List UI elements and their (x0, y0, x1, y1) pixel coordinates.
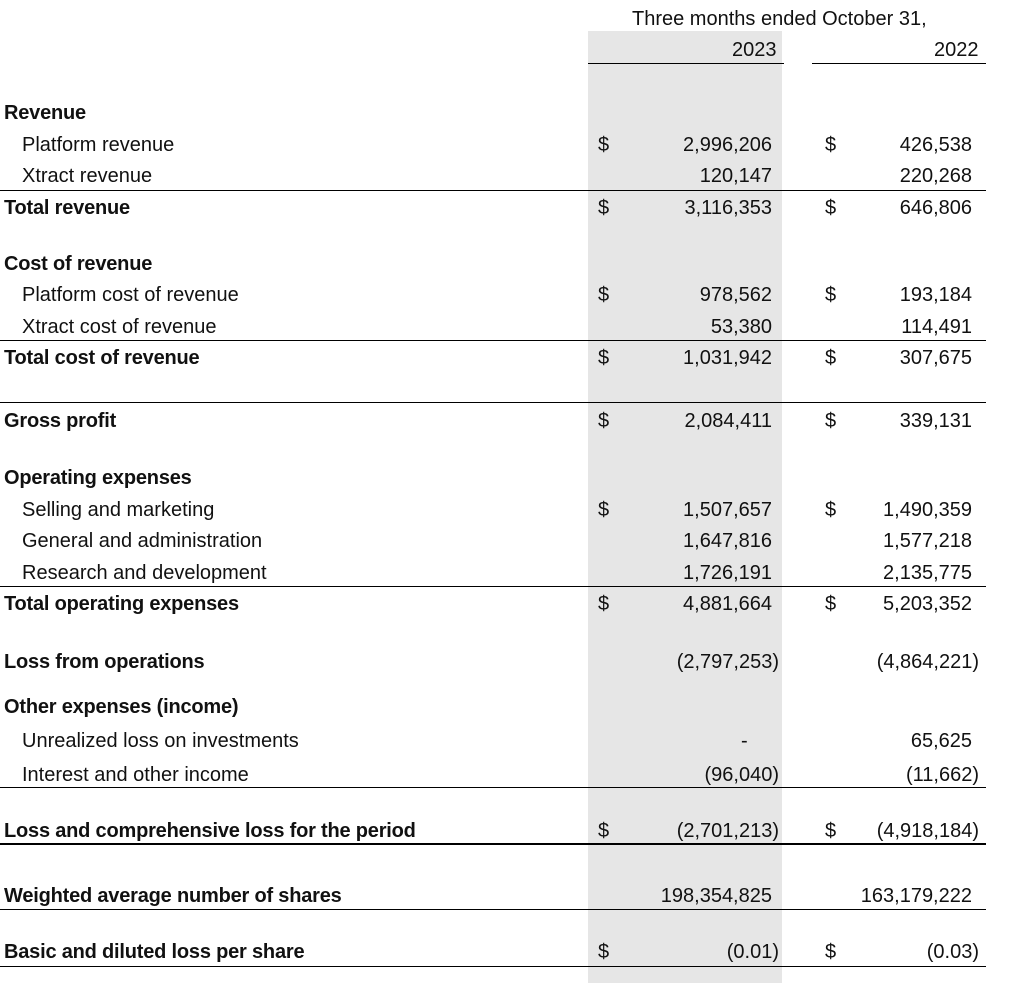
value-2023-loss-from-operations: (2,797,253) (676, 651, 779, 673)
value-2022-interest: (11,662) (905, 764, 979, 786)
section-cost-of-revenue: Cost of revenue (4, 253, 153, 275)
row-label-weighted-shares: Weighted average number of shares (4, 885, 342, 907)
value-2022-total-opex: 5,203,352 (883, 593, 972, 615)
value-2023-general: 1,647,816 (683, 530, 772, 552)
currency-sign: $ (825, 499, 837, 521)
currency-sign: $ (825, 941, 837, 963)
value-2022-platform-cost: 193,184 (899, 284, 972, 306)
currency-sign: $ (825, 593, 837, 615)
row-label-selling: Selling and marketing (22, 499, 215, 521)
currency-sign: $ (598, 820, 610, 842)
row-label-platform-cost: Platform cost of revenue (22, 284, 239, 306)
value-2023-selling: 1,507,657 (683, 499, 772, 521)
value-2023-gross-profit: 2,084,411 (684, 410, 772, 432)
value-2022-platform-revenue: 426,538 (899, 134, 972, 156)
value-2022-selling: 1,490,359 (883, 499, 972, 521)
value-2023-loss-per-share: (0.01) (726, 941, 779, 963)
rule-shares (0, 909, 986, 910)
value-2023-net-loss: (2,701,213) (676, 820, 779, 842)
row-label-unrealized-loss: Unrealized loss on investments (22, 730, 299, 752)
value-2022-net-loss: (4,918,184) (876, 820, 979, 842)
row-label-loss-per-share: Basic and diluted loss per share (4, 941, 305, 963)
value-2022-research: 2,135,775 (883, 562, 972, 584)
currency-sign: $ (598, 347, 610, 369)
row-label-research: Research and development (22, 562, 267, 584)
year-2023-header: 2023 (732, 39, 777, 61)
row-label-net-loss: Loss and comprehensive loss for the period (4, 820, 416, 842)
value-2022-weighted-shares: 163,179,222 (860, 885, 972, 907)
double-rule-net-loss (0, 843, 986, 845)
value-2022-gross-profit: 339,131 (899, 410, 972, 432)
currency-sign: $ (598, 941, 610, 963)
row-label-total-revenue: Total revenue (4, 197, 130, 219)
rule-net-loss (0, 787, 986, 788)
currency-sign: $ (825, 820, 837, 842)
value-2023-platform-revenue: 2,996,206 (683, 134, 772, 156)
value-2022-xtract-cost: 114,491 (901, 316, 972, 338)
currency-sign: $ (825, 410, 837, 432)
currency-sign: $ (825, 134, 837, 156)
row-label-total-cost: Total cost of revenue (4, 347, 200, 369)
currency-sign: $ (598, 284, 610, 306)
rule-total-revenue (0, 190, 986, 191)
rule-total-opex (0, 586, 986, 587)
row-label-xtract-cost: Xtract cost of revenue (22, 316, 217, 338)
row-label-loss-from-operations: Loss from operations (4, 651, 205, 673)
row-label-general: General and administration (22, 530, 263, 552)
value-2023-xtract-revenue: 120,147 (699, 165, 772, 187)
rule-total-cost (0, 340, 986, 341)
value-2023-platform-cost: 978,562 (699, 284, 772, 306)
row-label-total-opex: Total operating expenses (4, 593, 239, 615)
value-2023-research: 1,726,191 (683, 562, 772, 584)
value-2023-weighted-shares: 198,354,825 (660, 885, 772, 907)
currency-sign: $ (825, 284, 837, 306)
rule-loss-per-share (0, 966, 986, 967)
year-2022-header: 2022 (934, 39, 979, 61)
value-2023-total-revenue: 3,116,353 (684, 197, 772, 219)
currency-sign: $ (598, 134, 610, 156)
value-2023-interest: (96,040) (704, 764, 779, 786)
value-2023-total-opex: 4,881,664 (683, 593, 772, 615)
currency-sign: $ (598, 593, 610, 615)
section-revenue: Revenue (4, 102, 86, 124)
value-2023-total-cost: 1,031,942 (683, 347, 772, 369)
rule-gross-profit (0, 402, 986, 403)
row-label-gross-profit: Gross profit (4, 410, 117, 432)
value-2022-total-cost: 307,675 (899, 347, 972, 369)
section-operating-expenses: Operating expenses (4, 467, 192, 489)
value-2022-loss-per-share: (0.03) (926, 941, 979, 963)
value-2022-xtract-revenue: 220,268 (899, 165, 972, 187)
row-label-platform-revenue: Platform revenue (22, 134, 175, 156)
value-2022-unrealized-loss: 65,625 (910, 730, 972, 752)
value-2022-loss-from-operations: (4,864,221) (876, 651, 979, 673)
value-2022-general: 1,577,218 (883, 530, 972, 552)
value-2023-xtract-cost: 53,380 (710, 316, 772, 338)
currency-sign: $ (825, 347, 837, 369)
currency-sign: $ (598, 197, 610, 219)
period-title: Three months ended October 31, (632, 8, 927, 30)
row-label-xtract-revenue: Xtract revenue (22, 165, 153, 187)
value-2023-unrealized-loss: - (741, 730, 748, 752)
value-2022-total-revenue: 646,806 (899, 197, 972, 219)
currency-sign: $ (598, 499, 610, 521)
section-other-expenses: Other expenses (income) (4, 696, 239, 718)
row-label-interest: Interest and other income (22, 764, 249, 786)
currency-sign: $ (825, 197, 837, 219)
header-underline-2023 (588, 63, 784, 64)
header-underline-2022 (812, 63, 986, 64)
currency-sign: $ (598, 410, 610, 432)
